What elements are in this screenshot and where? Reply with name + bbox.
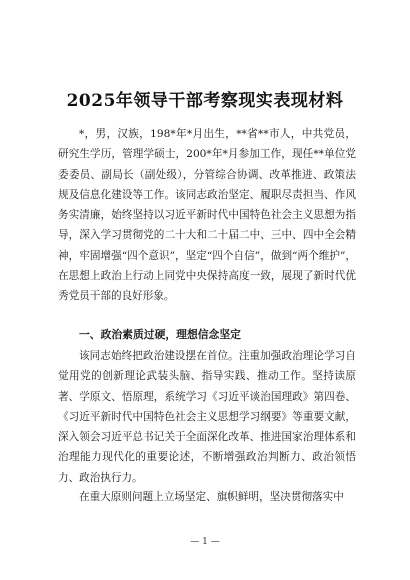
body-paragraph-continued: 在重大原则问题上立场坚定、旗帜鲜明，坚决贯彻落实中 [79,491,344,503]
profile-paragraph: *，男，汉族，198*年*月出生，**省**市人，中共党员，研究生学历，管理学硕士，200*年*月参加工作，现任**单位党委委员、副局长（副处级），分管综合协调、改革推进、政策法规及信息化建设等工作。该同志政治坚定、履职尽责担当、作风务实清廉，始终坚持以习近平新时代中国特色社会主义思想为指导，深入学习贯彻党的二十大和二十届二中、三中、四中全会精神，牢固增强“四个意识”，坚定“四个自信”，做到“两个维护”，在思想上政治上行动上同党中央保持高度一致，展现了新时代优秀党员干部的良好形象。 [58,128,356,303]
body-paragraph: 该同志始终把政治建设摆在首位。注重加强政治理论学习自觉用党的创新理论武装头脑、指导实践、推动工作。坚持读原著、学原文、悟原理，系统学习《习近平谈治国理政》第四卷、《习近平新时代中国特色社会主义思想学习纲要》等重要文献，深入领会习近平总书记关于全面深化改革、推进国家治理体系和治理能力现代化的重要论述，不断增强政治判断力、政治领悟力、政治执行力。 [58,350,356,484]
document-title: 2025年领导干部考察现实表现材料 [66,91,344,111]
section-heading: 一、政治素质过硬，理想信念坚定 [79,328,241,341]
page-number: — 1 — [190,537,220,547]
